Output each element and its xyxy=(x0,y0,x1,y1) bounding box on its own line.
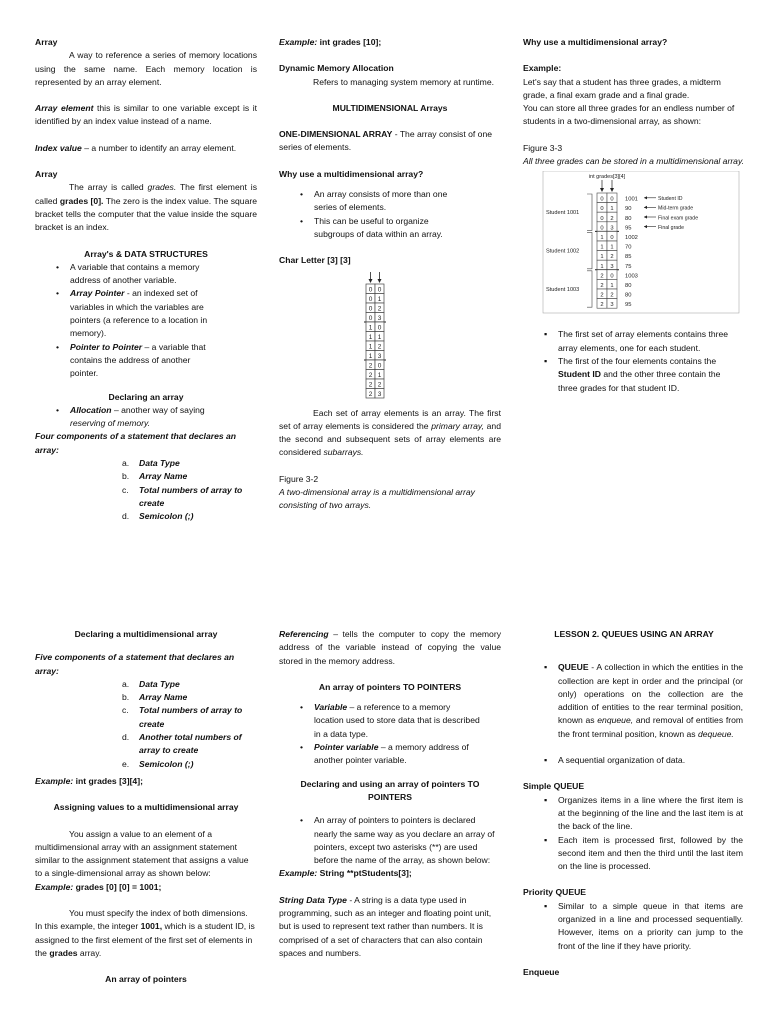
cell-index: 1 xyxy=(368,343,373,351)
list-letter: d. xyxy=(122,732,130,743)
text-span: Allocation xyxy=(70,404,112,415)
cell-index: 0 xyxy=(610,235,614,242)
student-bracket xyxy=(587,233,592,269)
list-item xyxy=(122,457,257,470)
cell-index: 0 xyxy=(610,273,614,280)
arrow-head-icon xyxy=(378,279,382,283)
text-span: and the other three contain the three grades for that student ID. xyxy=(558,369,721,393)
text-span: Array Name xyxy=(139,692,188,703)
text-span: – tells the computer to copy the memory address of the variable instead of copying the value stored in the memory address. xyxy=(279,629,501,666)
field-note: Student ID xyxy=(658,196,683,203)
text-span: - A string is a data type used in programming, such as an integer and floating point unit, but is used to represent text rather than numbers. It is comprised of a set of characters that can also contain spaces and numbers. xyxy=(279,894,492,958)
list-item xyxy=(122,758,257,771)
four-components-heading: Four components of a statement that declares an array: xyxy=(35,431,237,455)
field-note: Mid-term grade xyxy=(658,206,694,213)
cell-index: 3 xyxy=(610,264,614,271)
declare-ptp-list xyxy=(279,814,501,867)
cell-index: 2 xyxy=(368,362,373,370)
cell-index: 1 xyxy=(600,254,604,261)
cell-value: 1001 xyxy=(625,196,638,203)
declaring-array-heading: Declaring an array xyxy=(108,391,184,402)
text-span: Example: xyxy=(279,868,318,879)
cell-value: 80 xyxy=(625,283,632,290)
list-letter: a. xyxy=(122,678,130,689)
queue-list xyxy=(523,661,745,741)
cell-index: 1 xyxy=(377,295,382,303)
text-span: Example: xyxy=(35,775,74,786)
cell-value: 70 xyxy=(625,244,632,251)
cell-index: 0 xyxy=(600,216,604,223)
figure-3-3-caption: All three grades can be stored in a multidimensional array. xyxy=(523,156,745,167)
assign-heading: Assigning values to a multidimensional array xyxy=(53,802,239,813)
arrow-head-icon xyxy=(369,279,373,283)
text-span: Array Pointer xyxy=(70,288,125,299)
column-1-lower xyxy=(35,628,257,987)
priority-queue-list xyxy=(523,900,745,953)
text-span: array. xyxy=(79,947,102,958)
text-span: Pointer to Pointer xyxy=(70,341,143,352)
cell-index: 2 xyxy=(600,292,604,299)
cell-index: 3 xyxy=(377,390,382,398)
text-span: int grades [10]; xyxy=(319,37,382,47)
index-value-term: Index value xyxy=(35,142,82,153)
text-span: ONE-DIMENSIONAL ARRAY xyxy=(279,129,393,140)
cell-index: 0 xyxy=(377,286,382,294)
cell-index: 0 xyxy=(368,314,373,322)
cell-value: 95 xyxy=(625,225,632,232)
char-array-figure xyxy=(279,270,501,400)
arrow-head-icon xyxy=(644,197,647,200)
five-components-heading: Five components of a statement that declares an array: xyxy=(35,652,235,676)
text-span: Total numbers of array to create xyxy=(139,484,243,508)
list-item xyxy=(122,731,257,758)
cell-index: 0 xyxy=(368,305,373,313)
data-structures-heading: Array's & DATA STRUCTURES xyxy=(84,248,208,259)
dma-definition: Refers to managing system memory at runtime. xyxy=(313,76,495,87)
figure-3-2-label: Figure 3-2 xyxy=(279,473,319,484)
example-3 xyxy=(35,881,257,894)
five-components-list xyxy=(35,678,257,771)
why-heading-3: Why use a multidimensional array? xyxy=(523,37,668,47)
text-span: Total numbers of array to create xyxy=(139,705,243,729)
text-span: Variable xyxy=(314,702,348,713)
grades-list xyxy=(523,328,745,394)
text-span: reserving of memory. xyxy=(70,418,151,429)
cell-index: 0 xyxy=(368,295,373,303)
cell-index: 2 xyxy=(610,216,614,223)
figure-3-3-label: Figure 3-3 xyxy=(523,142,563,153)
simple-queue-heading: Simple QUEUE xyxy=(523,781,585,792)
field-note: Final exam grade xyxy=(658,215,699,222)
each-set-paragraph xyxy=(279,407,501,460)
cell-index: 1 xyxy=(600,264,604,271)
why-heading: Why use a multidimensional array? xyxy=(279,168,424,179)
cell-index: 2 xyxy=(377,381,382,389)
list-letter: c. xyxy=(122,705,129,716)
text-span: and the second and subsequent sets of array elements are considered xyxy=(279,420,501,458)
cell-index: 3 xyxy=(610,302,614,309)
list-item: • A variable that contains a memory address of another variable. xyxy=(70,261,215,288)
text-span: Example: xyxy=(35,881,74,892)
list-item xyxy=(70,404,219,431)
list-item: ▪ Organizes items in a line where the first item is at the beginning of the line and the last item is at the back of the line. xyxy=(558,794,743,834)
text-span: - an indexed set of variables in which the variables are pointers (a reference to a location in memory). xyxy=(70,288,208,339)
cell-index: 1 xyxy=(610,283,614,290)
column-2 xyxy=(279,36,501,513)
figure-header: int grades[3][4] xyxy=(588,174,626,181)
text-span: grades [0] [0] = 1001; xyxy=(75,881,162,892)
text-span: subarrays. xyxy=(323,447,364,458)
array-grades-paragraph xyxy=(35,181,257,234)
cell-index: 0 xyxy=(368,286,373,294)
cell-index: 1 xyxy=(600,235,604,242)
text-span: Example: xyxy=(279,37,318,47)
grades-array-figure xyxy=(523,171,745,321)
text-span: 1001, xyxy=(140,921,163,932)
list-item xyxy=(70,287,215,340)
one-dim-paragraph xyxy=(279,128,501,155)
list-item xyxy=(122,704,257,731)
list-item: • An array of pointers to pointers is declared nearly the same way as you declare an array of pointers, except two asterisks (**) are used before the name of the array, as shown below: xyxy=(314,814,501,867)
cell-index: 0 xyxy=(600,196,604,203)
text-span: grades xyxy=(49,947,78,958)
example-p1: Let's say that a student has three grades, a midterm grade, a final exam grade and a final grade. xyxy=(523,76,721,100)
text-span: primary array, xyxy=(431,420,484,431)
student-label: Student 1002 xyxy=(546,248,580,255)
text-span: - The array consist of one series of elements. xyxy=(279,129,493,153)
text-span: Semicolon (;) xyxy=(139,758,194,769)
cell-index: 0 xyxy=(377,324,382,332)
cell-index: 2 xyxy=(368,371,373,379)
list-item: ▪ The first set of array elements contains three array elements, one for each student. xyxy=(558,328,735,355)
dma-title: Dynamic Memory Allocation xyxy=(279,63,394,74)
array-element-paragraph xyxy=(35,102,257,129)
list-item xyxy=(122,678,257,691)
text-span: The array is called xyxy=(69,182,144,193)
text-span: Pointer variable xyxy=(314,742,379,753)
column-3 xyxy=(523,36,745,395)
text-span: Student ID xyxy=(558,369,601,380)
cell-index: 1 xyxy=(600,244,604,251)
cell-index: 1 xyxy=(368,333,373,341)
cell-value: 1003 xyxy=(625,273,638,280)
text-span: int grades [3][4]; xyxy=(75,775,143,786)
cell-index: 0 xyxy=(600,206,604,213)
assign-paragraph: You assign a value to an element of a multidimensional array with an assignment statement similar to the assignment statement that assigns a value to a single-dimensional array as shown below: xyxy=(35,828,249,879)
arrow-head-icon xyxy=(644,225,647,228)
student-label: Student 1003 xyxy=(546,287,580,294)
list-item: • An array consists of more than one series of elements. xyxy=(314,188,471,215)
cell-index: 2 xyxy=(610,292,614,299)
ptp-heading: An array of pointers TO POINTERS xyxy=(318,681,462,692)
list-item xyxy=(122,484,257,511)
multidim-declare-heading: Declaring a multidimensional array xyxy=(74,629,218,639)
text-span: You must specify the index of both dimensions. In this example, the integer xyxy=(35,908,248,932)
text-span: QUEUE xyxy=(558,662,589,673)
cell-index: 2 xyxy=(368,381,373,389)
cell-value: 90 xyxy=(625,206,632,213)
four-components-list xyxy=(35,457,257,523)
text-span: grades [0]. xyxy=(59,195,104,206)
list-letter: d. xyxy=(122,511,130,522)
text-span: – a memory address of another pointer variable. xyxy=(314,742,469,766)
cell-index: 1 xyxy=(377,333,382,341)
text-span: enqueue, xyxy=(597,715,634,726)
list-item xyxy=(122,470,257,483)
cell-index: 0 xyxy=(600,225,604,232)
cell-value: 85 xyxy=(625,254,632,261)
text-span: The first element is called xyxy=(35,182,257,206)
text-span: Data Type xyxy=(139,678,180,689)
figure-3-2-caption: A two-dimensional array is a multidimensional array consisting of two arrays. xyxy=(279,487,475,511)
cell-index: 2 xyxy=(610,254,614,261)
cell-index: 2 xyxy=(368,390,373,398)
text-span: and removal of entities from the front terminal position, known as xyxy=(558,715,744,739)
multidim-arrays-heading: MULTIDIMENSIONAL Arrays xyxy=(332,102,448,113)
student-bracket xyxy=(587,271,592,307)
list-item xyxy=(558,355,735,395)
sequential-list xyxy=(523,754,745,767)
cell-index: 1 xyxy=(377,371,382,379)
list-letter: b. xyxy=(122,692,130,703)
cell-index: 1 xyxy=(610,244,614,251)
column-3-lower xyxy=(523,628,745,979)
enqueue-heading: Enqueue xyxy=(523,966,560,977)
text-span: - A collection in which the entities in the collection are kept in order and the principal (or only) operations on the collection are the addition of entities to the rear terminal position, known as xyxy=(558,662,744,726)
ptp-list xyxy=(279,701,501,767)
list-item: ▪ A sequential organization of data. xyxy=(558,754,745,767)
list-item xyxy=(122,510,257,523)
cell-value: 95 xyxy=(625,302,632,309)
cell-index: 2 xyxy=(600,273,604,280)
cell-value: 80 xyxy=(625,216,632,223)
text-span: Referencing xyxy=(279,629,329,639)
referencing-paragraph xyxy=(279,628,501,668)
cell-index: 3 xyxy=(610,225,614,232)
cell-index: 2 xyxy=(377,305,382,313)
array-title: Array xyxy=(35,37,58,47)
text-span: – a variable that contains the address of another pointer. xyxy=(70,341,206,379)
text-span: Each set of array elements is an array. The first set of array elements is considered the xyxy=(279,407,501,431)
list-item: ▪ Similar to a simple queue in that items are organized in a line and processed sequentially. However, items on a priority can jump to the front of the line if they have priority. xyxy=(558,900,743,953)
example-label: Example: xyxy=(523,63,562,74)
example-1 xyxy=(279,36,501,49)
array-element-term: Array element xyxy=(35,103,94,114)
text-span: String Data Type xyxy=(279,894,347,905)
pointers-heading: An array of pointers xyxy=(105,974,187,985)
list-item xyxy=(70,341,215,381)
priority-queue-heading: Priority QUEUE xyxy=(523,887,587,898)
text-span: Data Type xyxy=(139,458,180,469)
cell-value: 75 xyxy=(625,264,632,271)
data-structures-list xyxy=(35,261,257,381)
arrow-head-icon xyxy=(644,216,647,219)
text-span: – a reference to a memory location used to store data that is described in a data type. xyxy=(314,702,480,739)
cell-index: 0 xyxy=(377,362,382,370)
array-element-def: this is similar to one variable except is it identified by an index value instead of a name. xyxy=(35,103,258,127)
example-p2: You can store all three grades for an endless number of students in a two-dimensional array, as shown: xyxy=(523,103,735,127)
field-note: Final grade xyxy=(658,225,684,232)
arrow-head-icon xyxy=(610,188,614,192)
why-list xyxy=(279,188,501,241)
cell-index: 2 xyxy=(377,343,382,351)
text-span: Array Name xyxy=(139,471,188,482)
column-2-lower xyxy=(279,628,501,960)
text-span: The first of the four elements contains the xyxy=(558,355,717,366)
student-bracket xyxy=(587,194,592,230)
text-span: The zero is the index value. The square bracket tells the computer that the value inside the square bracket is an index. xyxy=(35,195,257,233)
cell-index: 0 xyxy=(610,196,614,203)
list-item xyxy=(314,701,481,741)
text-span: dequeue. xyxy=(697,728,734,739)
arrow-head-icon xyxy=(644,206,647,209)
cell-value: 80 xyxy=(625,292,632,299)
student-label: Student 1001 xyxy=(546,210,580,217)
cell-value: 1002 xyxy=(625,235,638,242)
text-span: which is a student ID, is assigned to the first element of the first set of elements in the xyxy=(35,921,255,958)
text-span: Another total numbers of array to create xyxy=(139,732,242,756)
index-value-paragraph xyxy=(35,142,257,155)
cell-index: 1 xyxy=(368,324,373,332)
arrow-head-icon xyxy=(600,188,604,192)
cell-index: 3 xyxy=(377,352,382,360)
list-letter: c. xyxy=(122,484,129,495)
declare-ptp-heading: Declaring and using an array of pointers TO POINTERS xyxy=(300,778,480,802)
allocation-list xyxy=(35,404,257,431)
cell-index: 1 xyxy=(610,206,614,213)
example-4 xyxy=(279,867,501,880)
list-item: ▪ Each item is processed first, followed by the second item and then the third until the last item on the line is processed. xyxy=(558,834,743,874)
cell-index: 2 xyxy=(600,283,604,290)
cell-index: 3 xyxy=(377,314,382,322)
char-letter: Char Letter [3] [3] xyxy=(279,255,351,266)
text-span: String **ptStudents[3]; xyxy=(319,868,412,879)
simple-queue-list xyxy=(523,794,745,874)
specify-paragraph xyxy=(35,907,257,960)
example-2 xyxy=(35,775,257,788)
list-item: • This can be useful to organize subgroups of data within an array. xyxy=(314,215,471,242)
array-definition: A way to reference a series of memory locations using the same name. Each memory location is represented by an array element. xyxy=(35,50,257,87)
list-item xyxy=(314,741,481,768)
string-paragraph xyxy=(279,894,501,960)
array-title-2: Array xyxy=(35,169,58,180)
list-item xyxy=(558,661,743,741)
cell-index: 1 xyxy=(368,352,373,360)
column-1 xyxy=(35,36,257,524)
list-letter: a. xyxy=(122,458,130,469)
text-span: Semicolon (;) xyxy=(139,511,194,522)
text-span: – another way of saying xyxy=(113,404,205,415)
list-item xyxy=(122,691,257,704)
text-span: grades. xyxy=(147,182,177,193)
lesson-heading: LESSON 2. QUEUES USING AN ARRAY xyxy=(554,629,714,639)
list-letter: b. xyxy=(122,471,130,482)
list-letter: e. xyxy=(122,758,130,769)
index-value-def: – a number to identify an array element. xyxy=(84,142,237,153)
cell-index: 2 xyxy=(600,302,604,309)
